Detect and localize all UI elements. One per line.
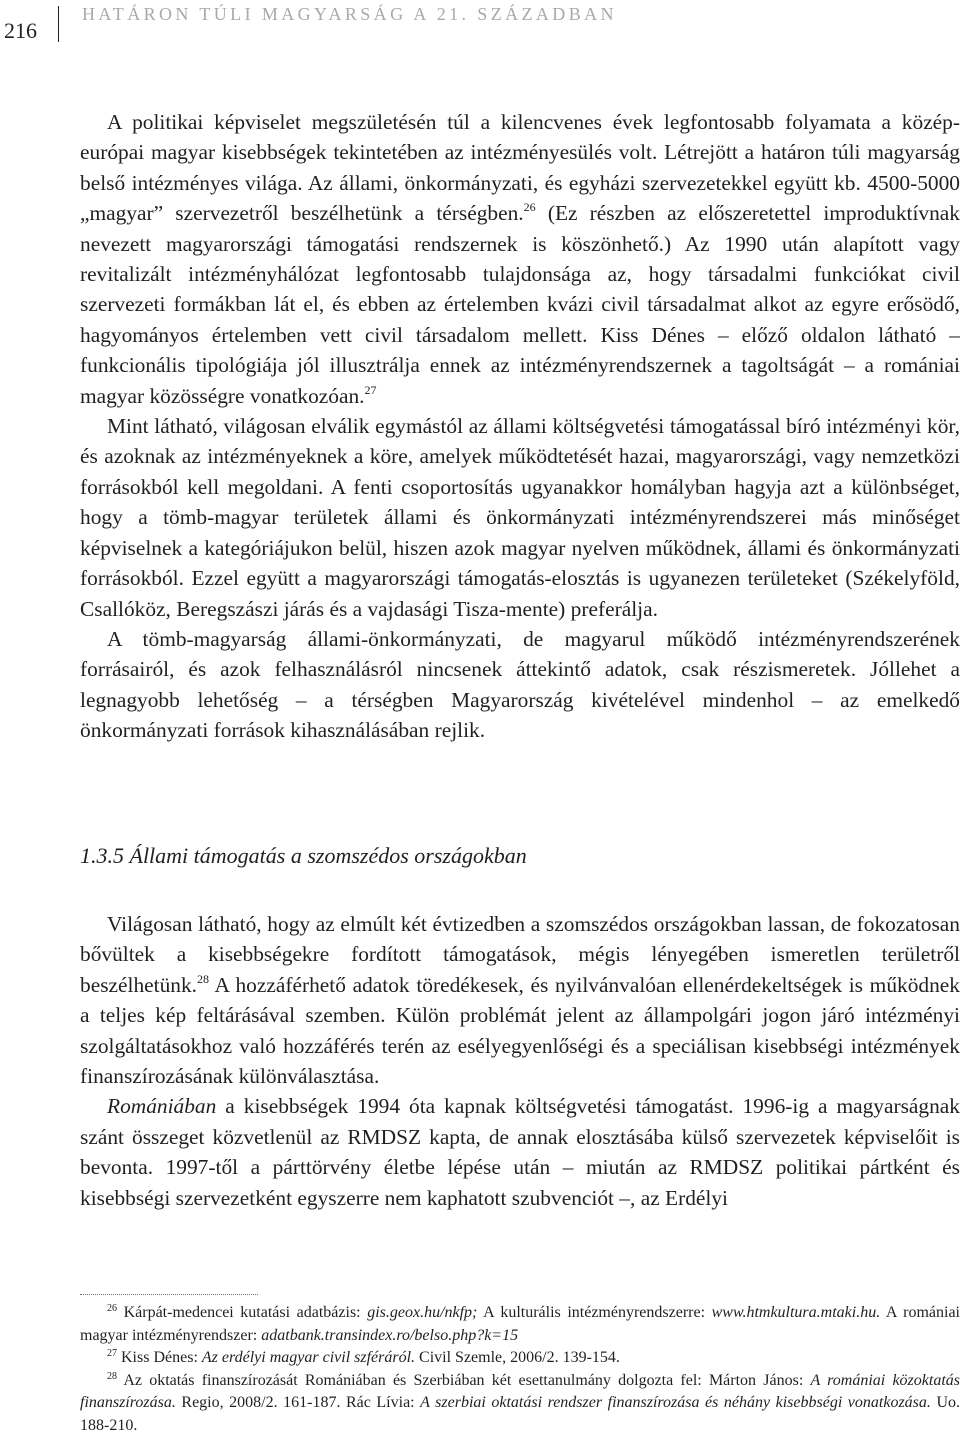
footnote-link[interactable]: gis.geox.hu/nkfp; (367, 1304, 478, 1321)
paragraph (80, 624, 960, 746)
footnote-28 (80, 1370, 960, 1438)
footnote-text: Regio, 2008/2. 161-187. Rác Lívia: (175, 1394, 421, 1412)
paragraph (80, 1091, 960, 1213)
paragraph-text: (Ez részben az előszeretettel improduktívnak nevezett magyarországi támogatási rendszernek is köszönhető.) Az 1990 után alapított vagy revitalizált intézményhálózat legfontosabb tulajdonsága az, hogy társadalmi funkciókat civil szervezeti formákban lát el, és ebben az értelemben kvázi civil társadalmat alkot az egyre erősödő, hagyományos értelemben vett civil társadalom mellett. Kiss Dénes – előző oldalon látható – funkcionális tipológiája jól illusztrálja ennek az intézményrendszernek a tagoltságát – a romániai magyar közösségre vonatkozóan. (80, 201, 960, 408)
footnote-text: Kárpát-medencei kutatási adatbázis: (123, 1304, 368, 1321)
paragraph-text: Mint látható, világosan elválik egymástól az állami költségvetési támogatással bíró intézményi kör, és azoknak az intézményeknek a köre, amelyek működtetését hazai, magyarországi, vagy nemzetközi forrásokból kell megoldani. A fenti csoportosítás ugyanakkor homályban hagyja azt a különbséget, hogy a tömb-magyar területek állami és önkormányzati intézményrendszerei más minőséget képviselnek a kategóriájukon belül, hiszen azok magyar nyelven működnek, állami és önkormányzati forrásokból. Ezzel együtt a magyarországi támogatás-elosztás is ugyanezen területeket (Székelyföld, Csallóköz, Beregszászi járás és a vajdasági Tisza-mente) preferálja. (80, 414, 960, 621)
paragraph (80, 909, 960, 1091)
footnote-text: Civil Szemle, 2006/2. 139-154. (415, 1349, 620, 1367)
page-header (0, 0, 960, 60)
footnote-number: 26 (107, 1303, 117, 1314)
paragraph (80, 107, 960, 411)
footnote-separator (80, 1294, 258, 1295)
paragraph-text: A hozzáférhető adatok töredékesek, és nyilvánvalóan ellenérdekeltségek is működnek a teljes kép feltárásával szemben. Külön problémát jelent az állampolgári jogon járó intézményi szolgáltatásokhoz való hozzáférés terén az esélyegyenlőségi és a speciálisan kisebbségi intézmények finanszírozásának különválasztása. (80, 972, 960, 1089)
paragraph-text: A politikai képviselet megszületésén túl a kilencvenes évek legfontosabb folyamata a közép-európai magyar kisebbségek tekintetében az intézményesülés volt. Létrejött a határon túli magyarság belső intézményes világa. Az állami, önkormányzati, és egyházi szervezetekkel együtt kb. 4500-5000 „magyar” szervezetről beszélhetünk a térségben. (80, 110, 960, 226)
paragraph (80, 411, 960, 624)
footnote-number: 27 (107, 1348, 117, 1360)
footnote-title: A romániai közoktatás finanszírozása. (80, 1371, 960, 1412)
footnote-number: 28 (107, 1370, 117, 1382)
paragraph-text: a kisebbségek 1994 óta kapnak költségvetési támogatást. 1996-ig a magyarságnak szánt összeget közvetlenül az RMDSZ kapta, de annak elosztásába külső szervezetek képviselőit is bevonta. 1997-től a párttörvény életbe lépése után – miután az RMDSZ politikai pártként és kisebbségi szervezetként egyszerre nem kaphatott szubvenciót –, az Erdélyi (80, 1094, 960, 1210)
footnote-link[interactable]: www.htmkultura.mtaki.hu. (711, 1304, 881, 1321)
footnote-text: Az oktatás finanszírozását Romániában és Szerbiában két esettanulmány dolgozta fel: Márton János: (123, 1371, 811, 1389)
paragraph-text: A tömb-magyarság állami-önkormányzati, de magyarul működő intézményrendszerének forrásairól, és azok felhasználásról nincsenek áttekintő adatok, csak részismeretek. Jóllehet a legnagyobb lehetőség – a térségben Magyarország kivételével mindenhol – az emelkedő önkormányzati források kihasználásában rejlik. (80, 626, 960, 743)
footnote-text: Uo. 188-210. (80, 1394, 960, 1434)
footnote-ref[interactable]: 28 (197, 971, 210, 986)
footnote-title: Az erdélyi magyar civil szféráról. (201, 1349, 416, 1367)
footnotes (80, 1302, 960, 1438)
header-divider (58, 6, 59, 42)
paragraph-text: Világosan látható, hogy az elmúlt két évtizedben a szomszédos országokban lassan, de fokozatosan bővültek a kisebbségekre fordított támogatások, mégis lényegében ismeretlen területről beszélhetünk. (80, 912, 960, 997)
main-text-upper (80, 107, 960, 746)
section-heading: 1.3.5 Állami támogatás a szomszédos országokban (80, 843, 527, 868)
country-name: Romániában (107, 1094, 217, 1119)
running-head: HATÁRON TÚLI MAGYARSÁG A 21. SZÁZADBAN (82, 4, 617, 24)
footnote-27 (80, 1347, 960, 1370)
page-number: 216 (4, 18, 37, 43)
main-text-lower (80, 909, 960, 1213)
footnote-title: A szerbiai oktatási rendszer finanszírozása és néhány kisebbségi vonatkozása. (420, 1394, 931, 1412)
footnote-link[interactable]: adatbank.transindex.ro/belso.php?k=15 (261, 1326, 519, 1344)
footnote-26 (80, 1302, 960, 1347)
footnote-ref[interactable]: 26 (523, 200, 536, 215)
footnote-text: Kiss Dénes: (121, 1349, 202, 1367)
footnote-ref[interactable]: 27 (364, 382, 377, 397)
footnote-text: A romániai magyar intézményrendszer: (80, 1304, 960, 1344)
footnote-text: A kulturális intézményrendszerre: (477, 1304, 712, 1321)
